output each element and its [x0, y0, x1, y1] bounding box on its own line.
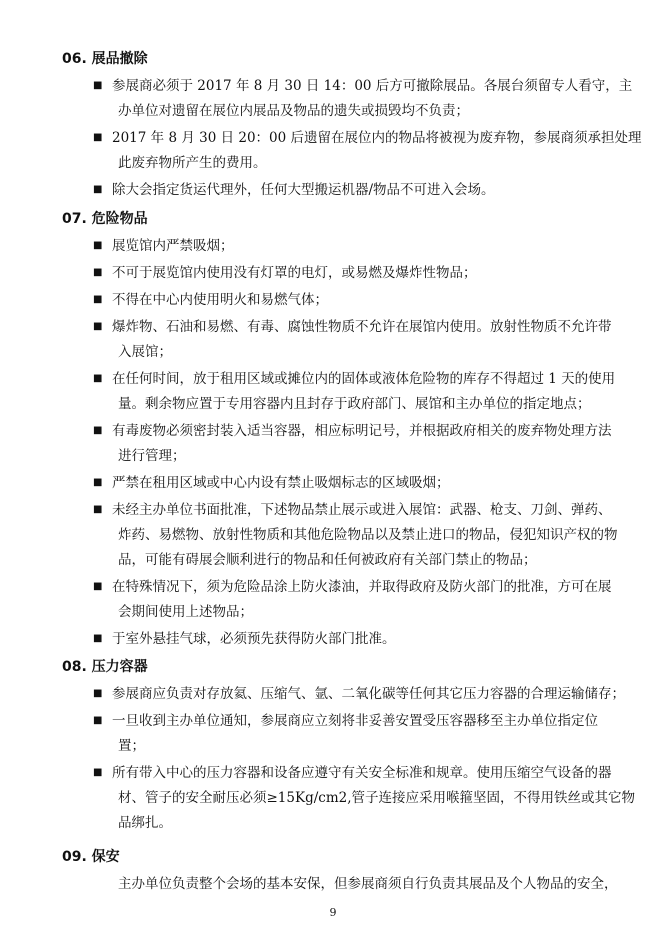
list-item-line: 所有带入中心的压力容器和设备应遵守有关安全标准和规章。使用压缩空气设备的器	[112, 765, 612, 781]
list-item-line: 入展馆；	[118, 344, 172, 360]
list-item-line: 不得在中心内使用明火和易燃气体；	[112, 292, 328, 308]
bullet-marker: ■	[93, 633, 103, 644]
bullet-marker: ■	[93, 294, 103, 305]
section-heading: 07. 危险物品	[62, 211, 148, 227]
bullet-marker: ■	[93, 267, 103, 278]
list-item-line: 一旦收到主办单位通知，参展商应立刻将非妥善安置受压容器移至主办单位指定位	[112, 713, 598, 729]
bullet-marker: ■	[93, 80, 103, 91]
list-item-line: 此废弃物所产生的费用。	[118, 155, 267, 171]
section-heading: 08. 压力容器	[62, 659, 148, 675]
list-item-line: 在任何时间，放于租用区域或摊位内的固体或液体危险物的库存不得超过 1 天的使用	[112, 371, 616, 387]
body-paragraph: 主办单位负责整个会场的基本安保，但参展商须自行负责其展品及个人物品的安全，	[118, 876, 618, 892]
list-item-line: 会期间使用上述物品；	[118, 604, 253, 620]
list-item-line: 在特殊情况下，须为危险品涂上防火漆油，并取得政府及防火部门的批准，方可在展	[112, 579, 612, 595]
list-item-line: 品绑扎。	[118, 815, 172, 831]
bullet-marker: ■	[93, 581, 103, 592]
bullet-marker: ■	[93, 425, 103, 436]
bullet-marker: ■	[93, 715, 103, 726]
bullet-marker: ■	[93, 477, 103, 488]
bullet-marker: ■	[93, 767, 103, 778]
list-item-line: 2017 年 8 月 30 日 20：00 后遗留在展位内的物品将被视为废弃物，参展商须承担处理	[112, 130, 642, 146]
page-number: 9	[329, 906, 337, 919]
list-item-line: 品，可能有碍展会顺利进行的物品和任何被政府有关部门禁止的物品；	[118, 552, 537, 568]
list-item-line: 量。剩余物应置于专用容器内且封存于政府部门、展馆和主办单位的指定地点；	[118, 396, 591, 412]
bullet-marker: ■	[93, 373, 103, 384]
list-item-line: 未经主办单位书面批准，下述物品禁止展示或进入展馆：武器、枪支、刀剑、弹药、	[112, 502, 612, 518]
list-item-line: 材、管子的安全耐压必须≥15Kg/cm2,管子连接应采用喉箍坚固，不得用铁丝或其它物	[118, 790, 636, 806]
bullet-marker: ■	[93, 184, 103, 195]
list-item-line: 参展商应负责对存放氦、压缩气、氩、二氧化碳等任何其它压力容器的合理运输储存；	[112, 686, 625, 702]
bullet-marker: ■	[93, 504, 103, 515]
list-item-line: 展览馆内严禁吸烟；	[112, 238, 234, 254]
list-item-line: 不可于展览馆内使用没有灯罩的电灯，或易燃及爆炸性物品；	[112, 265, 477, 281]
bullet-marker: ■	[93, 321, 103, 332]
list-item-line: 除大会指定货运代理外，任何大型搬运机器/物品不可进入会场。	[112, 182, 495, 198]
bullet-marker: ■	[93, 240, 103, 251]
list-item-line: 办单位对遗留在展位内展品及物品的遗失或损毁均不负责；	[118, 103, 469, 119]
list-item-line: 置；	[118, 738, 145, 754]
bullet-marker: ■	[93, 688, 103, 699]
bullet-marker: ■	[93, 132, 103, 143]
list-item-line: 参展商必须于 2017 年 8 月 30 日 14：00 后方可撤除展品。各展台须留专人看守，主	[112, 78, 633, 94]
section-heading: 09. 保安	[62, 849, 120, 865]
list-item-line: 有毒废物必须密封装入适当容器，相应标明记号，并根据政府相关的废弃物处理方法	[112, 423, 612, 439]
list-item-line: 严禁在租用区域或中心内设有禁止吸烟标志的区域吸烟；	[112, 475, 450, 491]
section-heading: 06. 展品撤除	[62, 51, 148, 67]
list-item-line: 进行管理；	[118, 448, 186, 464]
list-item-line: 于室外悬挂气球，必须预先获得防火部门批准。	[112, 631, 396, 647]
list-item-line: 炸药、易燃物、放射性物质和其他危险物品以及禁止进口的物品，侵犯知识产权的物	[118, 527, 618, 543]
list-item-line: 爆炸物、石油和易燃、有毒、腐蚀性物质不允许在展馆内使用。放射性物质不允许带	[112, 319, 612, 335]
